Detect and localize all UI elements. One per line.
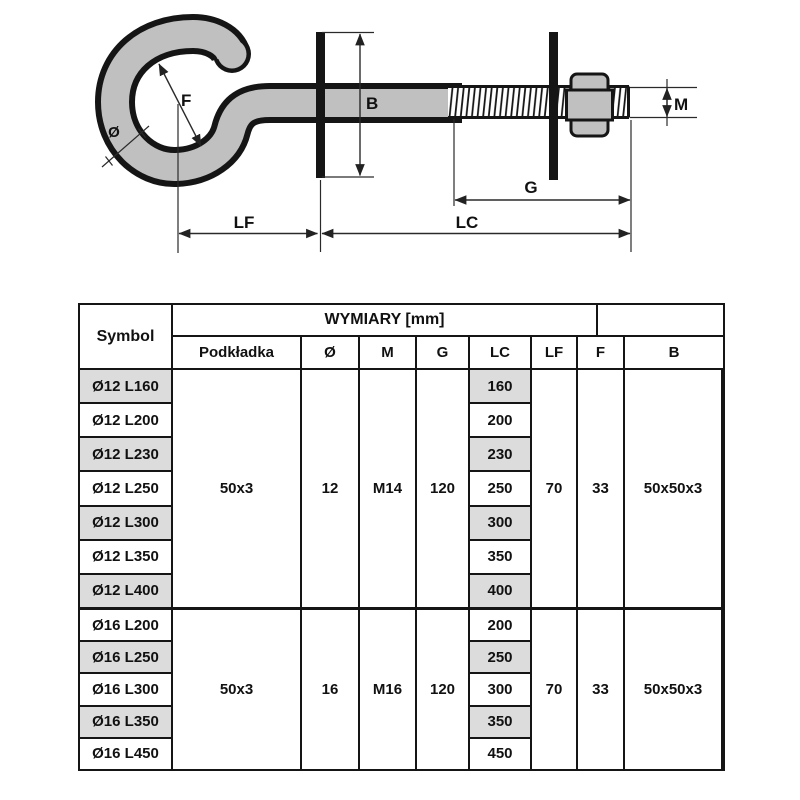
washer-front [316,32,325,178]
b-value: 50x50x3 [625,610,723,769]
lc-cell: 350 [470,541,530,575]
col-header-diameter: Ø [302,337,360,370]
hook-body [115,34,462,167]
f-value: 33 [578,610,625,769]
hex-nut [567,74,613,136]
col-header-b: B [625,337,723,370]
symbol-cell: Ø16 L450 [92,745,159,763]
lf-value: 70 [532,610,578,769]
symbol-cell: Ø12 L160 [80,370,171,404]
col-header-f: F [578,337,625,370]
washer-back [549,32,558,180]
lc-cell: 450 [487,745,513,763]
lc-cell: 350 [470,707,530,739]
table-header [80,305,723,370]
dim-lf-label: LF [233,213,255,232]
dim-lc-label: LC [455,213,479,232]
lc-cell: 200 [470,610,530,642]
lc-column [470,370,532,607]
g-value: 120 [417,370,470,607]
header-columns-row [173,337,723,370]
symbol-cell: Ø12 L300 [80,507,171,541]
hook-bolt-drawing [0,0,800,300]
m-value: M14 [360,370,417,607]
symbol-cell: Ø12 L250 [80,472,171,506]
symbol-cell: Ø16 L200 [80,610,171,642]
lf-value: 70 [532,370,578,607]
g-value: 120 [417,610,470,769]
col-header-lf: LF [532,337,578,370]
dim-g-label: G [524,178,538,197]
col-header-m: M [360,337,417,370]
dim-f-arrow [159,64,201,146]
symbol-cell: Ø12 L400 [80,575,171,607]
podkladka-value: 50x3 [173,610,302,769]
diameter-value: 16 [302,610,360,769]
col-header-lc: LC [470,337,532,370]
dim-diameter-label: Ø [108,124,120,141]
lc-cell: 400 [470,575,530,607]
header-blank-cell [598,305,723,337]
lc-cell: 250 [470,642,530,674]
table-group-o12 [80,370,723,607]
dim-f-label: F [181,91,192,110]
lc-cell: 230 [470,438,530,472]
symbol-column [80,610,173,769]
symbol-cell: Ø12 L200 [80,404,171,438]
podkladka-value: 50x3 [173,370,302,607]
header-symbol: Symbol [80,305,173,370]
lc-cell: 300 [470,674,530,706]
symbol-cell: Ø12 L350 [80,541,171,575]
symbol-cell: Ø16 L350 [80,707,171,739]
dim-m-label: M [674,95,689,114]
table-group-o16 [80,607,723,769]
m-value: M16 [360,610,417,769]
f-value: 33 [578,370,625,607]
lc-cell: 160 [470,370,530,404]
dimensions-table [78,303,725,771]
diameter-value: 12 [302,370,360,607]
lc-cell: 250 [470,472,530,506]
col-header-podkladka: Podkładka [173,337,302,370]
lc-column [470,610,532,769]
header-wymiary: WYMIARY [mm] [173,305,598,337]
symbol-column [80,370,173,607]
dim-b-label: B [366,94,379,113]
lc-cell: 300 [470,507,530,541]
b-value: 50x50x3 [625,370,723,607]
col-header-g: G [417,337,470,370]
lc-cell: 200 [470,404,530,438]
symbol-cell: Ø16 L250 [80,642,171,674]
symbol-cell: Ø16 L300 [80,674,171,706]
symbol-cell: Ø12 L230 [80,438,171,472]
